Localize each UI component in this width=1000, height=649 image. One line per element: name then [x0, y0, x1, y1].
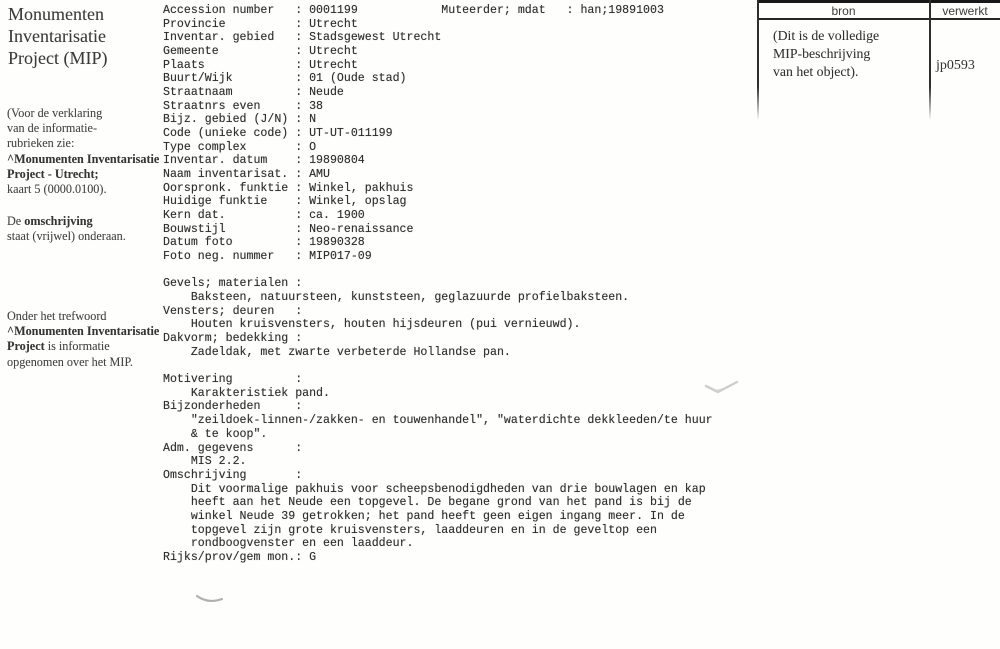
note-line-bold: ^Monumenten Inventarisatie [7, 151, 160, 166]
record-line: Huidige funktie : Winkel, opslag [163, 195, 407, 209]
record-line: Straatnaam : Neude [163, 86, 344, 100]
note-text: De [7, 214, 25, 228]
record-line: Karakteristiek pand. [163, 386, 330, 400]
record-line: Kern dat. : ca. 1900 [163, 209, 365, 223]
bron-note-line: van het object). [773, 64, 859, 79]
sidebar-note-omschrijving [7, 214, 126, 244]
record-line: Naam inventarisat. : AMU [163, 168, 330, 182]
record-line: Code (unieke code) : UT-UT-011199 [163, 127, 393, 141]
record-line: MIS 2.2. [163, 455, 247, 469]
page-title-line: Inventarisatie [8, 26, 106, 46]
note-line: (Voor de verklaring [7, 106, 103, 120]
record-line: Datum foto : 19890328 [163, 236, 365, 250]
record-line [163, 359, 783, 373]
record-line: Gemeente : Utrecht [163, 45, 358, 59]
column-header-bron: bron [831, 4, 856, 18]
record-line: Inventar. gebied : Stadsgewest Utrecht [163, 31, 442, 45]
record-line: winkel Neude 39 getrokken; het pand heeft geen eigen ingang meer. In de [163, 509, 685, 523]
record-line: Oorspronk. funktie : Winkel, pakhuis [163, 181, 414, 195]
table-column-divider [929, 0, 931, 120]
record-line: Buurt/Wijk : 01 (Oude stad) [163, 72, 407, 86]
note-line: staat (vrijwel) onderaan. [7, 229, 126, 244]
note-line [7, 339, 159, 354]
sidebar-note-legend [7, 106, 159, 197]
note-line: rubrieken zie: [7, 136, 75, 151]
page-title [8, 3, 107, 69]
record-line: "zeildoek-linnen-/zakken- en touwenhandel", "waterdichte dekkleeden/te huur [163, 414, 713, 428]
record-line: Provincie : Utrecht [163, 17, 358, 31]
note-text-bold: omschrijving [24, 214, 93, 228]
bron-cell-note [773, 27, 879, 81]
record-line: Foto neg. nummer : MIP017-09 [163, 250, 372, 264]
note-text-bold: Project [7, 339, 45, 354]
note-line: Onder het trefwoord [7, 309, 107, 323]
record-line [163, 264, 783, 278]
record-line: Rijks/prov/gem mon.: G [163, 550, 317, 564]
record-line: topgevel zijn grote kruisvensters, laaddeuren en in de geveltop een [163, 523, 657, 537]
record-line: Plaats : Utrecht [163, 58, 358, 72]
record-line: Bijzonderheden : [163, 400, 303, 414]
record-line: Bouwstijl : Neo-renaissance [163, 222, 414, 236]
table-top-border [758, 0, 1000, 3]
table-left-border [757, 0, 759, 120]
verwerkt-code: jp0593 [936, 58, 975, 73]
note-line-bold: ^Monumenten Inventarisatie [7, 324, 160, 339]
bron-note-line: (Dit is de volledige [773, 28, 880, 43]
table-header-underline [757, 18, 1000, 20]
record-line: Dakvorm; bedekking : [163, 332, 303, 346]
record-line: Gevels; materialen : [163, 277, 303, 291]
table-header-row [757, 4, 1000, 19]
record-line: Zadeldak, met zwarte verbeterde Hollandse pan. [163, 345, 511, 359]
record-line: rondboogvenster en een laaddeur. [163, 537, 414, 551]
stamp-table [757, 0, 1000, 122]
record-line: Houten kruisvensters, houten hijsdeuren (pui vernieuwd). [163, 318, 581, 332]
record-line: Bijz. gebied (J/N) : N [163, 113, 317, 127]
bron-note-line: MIP-beschrijving [773, 46, 871, 61]
page-title-line: Monumenten [8, 4, 104, 24]
record-text-block [163, 4, 783, 565]
pencil-mark [703, 378, 741, 400]
page-title-line: Project (MIP) [8, 48, 108, 68]
note-line [7, 214, 126, 229]
pencil-mark [195, 592, 225, 608]
note-line: kaart 5 (0000.0100). [7, 182, 107, 197]
record-line: Accession number : 0001199 Muteerder; mdat : han;19891003 [163, 4, 664, 17]
note-line-bold: Project - Utrecht; [7, 166, 99, 181]
record-line: Vensters; deuren : [163, 304, 303, 318]
record-line: Adm. gegevens : [163, 441, 303, 455]
record-line: Inventar. datum : 19890804 [163, 154, 365, 168]
record-line: heeft aan het Neude een topgevel. De begane grond van het pand is bij de [163, 496, 692, 510]
record-line: Motivering : [163, 373, 303, 387]
note-line: opgenomen over het MIP. [7, 354, 133, 369]
record-line: Dit voormalige pakhuis voor scheepsbenodigdheden van drie bouwlagen en kap [163, 482, 706, 496]
column-header-verwerkt: verwerkt [942, 4, 988, 18]
note-text: is informatie [44, 339, 110, 354]
record-line: Omschrijving : [163, 468, 303, 482]
record-line: Straatnrs even : 38 [163, 99, 324, 113]
record-line: & te koop". [163, 427, 268, 441]
note-line: van de informatie- [7, 121, 98, 136]
record-line: Baksteen, natuursteen, kunststeen, geglazuurde profielbaksteen. [163, 291, 630, 305]
record-line: Type complex : O [163, 140, 317, 154]
sidebar-note-trefwoord [7, 309, 159, 370]
